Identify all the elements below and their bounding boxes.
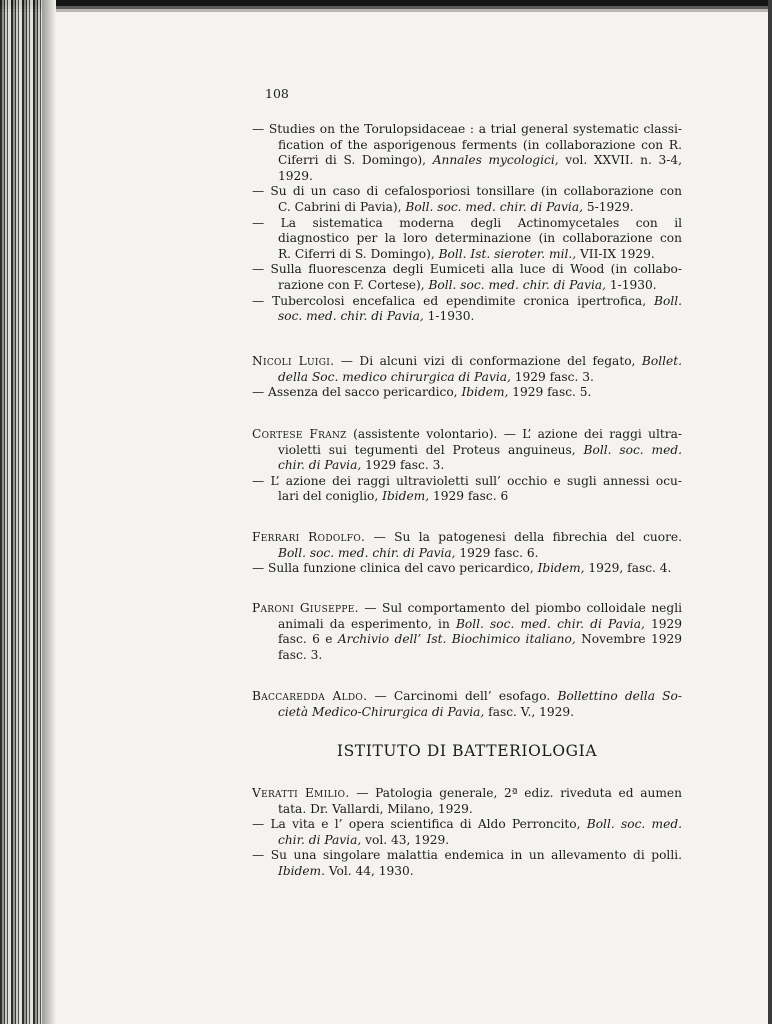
text-line (252, 864, 682, 880)
bibliography-entry (252, 848, 682, 879)
text-line (252, 247, 682, 263)
journal-title: Annales mycologici, (432, 153, 559, 168)
bibliography-entry (252, 385, 682, 401)
text-run: diagnostico per la loro determinazione (in collaborazione con (278, 231, 682, 246)
bibliography-entry (252, 262, 682, 293)
bibliography-entry (252, 184, 682, 215)
text-line (252, 138, 682, 154)
text-run: C. Cabrini di Pavia), (278, 199, 406, 214)
text-line (252, 443, 682, 459)
text-line (252, 833, 682, 849)
journal-title: Archivio dell’ Ist. Biochimico italiano, (337, 632, 576, 647)
bibliography-entry (252, 427, 682, 474)
text-line (252, 561, 682, 577)
journal-title: Boll. soc. med. (583, 442, 682, 457)
italic-run (456, 617, 645, 631)
journal-title: Boll. (654, 293, 682, 308)
italic-run (278, 370, 511, 384)
author-name: Cortese Franz (252, 427, 347, 441)
italic-run (278, 458, 361, 472)
publication-block (252, 786, 682, 880)
journal-title: cietà Medico-Chirurgica di Pavia, (278, 704, 485, 719)
text-run: 5-1929. (582, 199, 634, 214)
italic-run (278, 864, 325, 878)
italic-run (338, 632, 576, 646)
journal-title: della Soc. medico chirurgica di Pavia, (278, 369, 511, 384)
text-line (252, 184, 682, 200)
bibliography-entry (252, 689, 682, 720)
text-line (252, 632, 682, 648)
italic-run (278, 705, 484, 719)
text-run: Novembre 1929 (575, 632, 682, 647)
italic-run (382, 489, 429, 503)
italic-run (557, 689, 682, 703)
text-run: 1929, fasc. 4. (584, 561, 672, 576)
text-run: 1929 fasc. 6 (429, 489, 509, 504)
text-line (252, 601, 682, 617)
italic-run (405, 200, 583, 214)
journal-title: Ibidem, (382, 489, 430, 504)
text-run: — Patologia generale, 2ª ediz. riveduta ed aumen (349, 786, 682, 800)
text-line (252, 705, 682, 721)
text-run: — Studies on the Torulopsidaceae : a trial general systematic classi- (252, 122, 682, 136)
text-run: fasc. V., 1929. (484, 704, 574, 719)
bibliography-entry (252, 294, 682, 325)
text-line (252, 278, 682, 294)
text-run: 1929 fasc. 3. (361, 458, 445, 473)
bibliography-entry (252, 786, 682, 817)
text-line (252, 427, 682, 443)
text-run: animali da esperimento, in (278, 616, 456, 631)
text-line (252, 786, 682, 802)
text-line (252, 169, 682, 185)
text-run: — Tubercolosi encefalica ed ependimite cronica ipertrofica, (252, 293, 655, 308)
journal-title: Ibidem. (278, 863, 325, 878)
text-run: VII-IX 1929. (576, 246, 655, 261)
text-line (252, 370, 682, 386)
bibliography-entry (252, 601, 682, 663)
text-line (252, 122, 682, 138)
text-line (252, 817, 682, 833)
text-run: 1-1930. (423, 309, 475, 324)
text-run: — L’ azione dei raggi ultravioletti sull’ occhio e sugli annessi ocu- (252, 473, 682, 488)
text-run: — Sul comportamento del piombo colloidale negli (358, 601, 682, 615)
italic-run (538, 561, 585, 575)
text-run: — La vita e l’ opera scientifica di Aldo Perroncito, (252, 817, 587, 832)
text-line (252, 617, 682, 633)
text-line (252, 530, 682, 546)
journal-title: chir. di Pavia, (278, 458, 362, 473)
text-line (252, 309, 682, 325)
italic-run (584, 443, 682, 457)
text-line (252, 216, 682, 232)
journal-title: Boll. soc. med. chir. di Pavia, (428, 277, 606, 292)
journal-title: Boll. soc. med. chir. di Pavia, (455, 616, 645, 631)
bibliography-entry (252, 561, 682, 577)
text-line (252, 354, 682, 370)
author-name: Paroni Giuseppe. (252, 601, 359, 615)
text-line (252, 848, 682, 864)
publication-block (252, 122, 682, 325)
text-run: 1-1930. (606, 277, 657, 292)
text-run: — Assenza del sacco pericardico, (252, 385, 462, 400)
text-run: vol. 43, 1929. (361, 832, 450, 847)
italic-run (278, 546, 456, 560)
text-line (252, 385, 682, 401)
text-line (252, 262, 682, 278)
text-run: — Di alcuni vizi di conformazione del fegato, (334, 354, 642, 368)
text-run: (assistente volontario). — L’ azione dei raggi ultra- (346, 427, 682, 441)
italic-run (461, 385, 508, 399)
bibliography-entry (252, 122, 682, 184)
text-run: lari del coniglio, (278, 489, 383, 504)
text-run: Vol. 44, 1930. (324, 863, 414, 878)
bibliography-entry (252, 354, 682, 385)
publication-block (252, 427, 682, 505)
author-name: Baccaredda Aldo. (252, 689, 368, 703)
publication-block (252, 689, 682, 720)
page-number: 108 (265, 86, 289, 101)
publication-block (252, 354, 682, 401)
text-run: fasc. 6 e (278, 632, 338, 647)
text-line (252, 802, 682, 818)
bibliography-entry (252, 216, 682, 263)
italic-run (433, 153, 559, 167)
author-name: Nicoli Luigi. (252, 354, 335, 368)
italic-run (428, 278, 606, 292)
text-run: tata. Dr. Vallardi, Milano, 1929. (278, 801, 473, 816)
section-heading: ISTITUTO DI BATTERIOLOGIA (336, 742, 598, 760)
text-run: vol. XXVII. n. 3-4, (558, 153, 682, 168)
text-run: violetti sui tegumenti del Proteus anguineus, (278, 442, 584, 457)
text-line (252, 489, 682, 505)
text-run: — Sulla funzione clinica del cavo pericardico, (252, 561, 538, 576)
journal-title: soc. med. chir. di Pavia, (278, 309, 424, 324)
text-run: 1929 (644, 616, 682, 631)
text-line (252, 546, 682, 562)
journal-title: Bollet. (641, 354, 682, 368)
italic-run (587, 817, 682, 831)
text-run: Ciferri di S. Domingo), (278, 153, 433, 168)
text-line (252, 648, 682, 664)
text-line (252, 231, 682, 247)
journal-title: Bollettino della So- (557, 689, 682, 703)
text-run: 1929. (278, 168, 313, 183)
journal-title: Boll. Ist. sieroter. mil., (438, 246, 577, 261)
text-line (252, 474, 682, 490)
journal-title: chir. di Pavia, (278, 832, 362, 847)
text-run: — La sistematica moderna degli Actinomycetales con il (252, 215, 682, 230)
journal-title: Boll. soc. med. (586, 817, 682, 832)
text-run: fasc. 3. (278, 647, 323, 662)
text-line (252, 458, 682, 474)
text-run: 1929 fasc. 5. (508, 385, 592, 400)
italic-run (278, 309, 424, 323)
publication-block (252, 601, 682, 663)
text-run: — Su di un caso di cefalosporiosi tonsillare (in collaborazione con (252, 184, 682, 199)
journal-title: Ibidem, (461, 385, 509, 400)
italic-run (439, 247, 577, 261)
journal-title: Boll. soc. med. chir. di Pavia, (278, 545, 456, 560)
italic-run (278, 833, 361, 847)
text-run: razione con F. Cortese), (278, 277, 429, 292)
text-line (252, 689, 682, 705)
author-name: Ferrari Rodolfo. (252, 530, 366, 544)
author-name: Veratti Emilio. (252, 786, 350, 800)
bibliography-entry (252, 817, 682, 848)
text-line (252, 294, 682, 310)
italic-run (642, 354, 682, 368)
text-line (252, 200, 682, 216)
bibliography-entry (252, 474, 682, 505)
journal-title: Boll. soc. med. chir. di Pavia, (405, 199, 583, 214)
text-run: 1929 fasc. 6. (455, 545, 539, 560)
text-run: — Su una singolare malattia endemica in un allevamento di polli. (252, 848, 682, 863)
journal-title: Ibidem, (537, 561, 585, 576)
text-line (252, 153, 682, 169)
italic-run (654, 294, 682, 308)
text-run: fication of the asporigenous ferments (in collaborazione con R. (278, 137, 682, 152)
text-run: — Sulla fluorescenza degli Eumiceti alla luce di Wood (in collabo- (252, 262, 682, 277)
text-run: — Su la patogenesi della fibrechia del cuore. (365, 530, 682, 544)
bibliography-entry (252, 530, 682, 561)
text-run: R. Ciferri di S. Domingo), (278, 246, 439, 261)
publication-block (252, 530, 682, 577)
text-run: 1929 fasc. 3. (510, 369, 594, 384)
text-run: — Carcinomi dell’ esofago. (367, 689, 558, 703)
